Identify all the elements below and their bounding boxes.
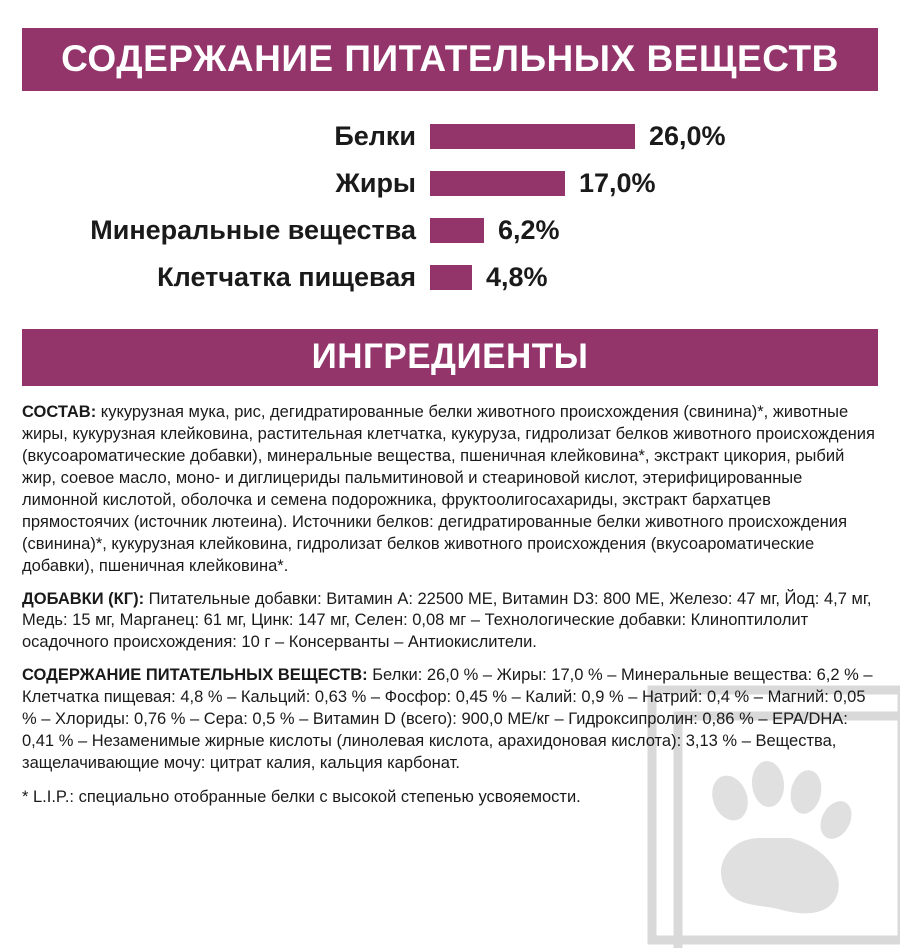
chart-label-fiber: Клетчатка пищевая <box>157 262 416 292</box>
chart-bar-fiber <box>430 265 472 290</box>
chart-bar-protein <box>430 124 635 149</box>
additives-text: Питательные добавки: Витамин А: 22500 МЕ, Витамин D3: 800 МЕ, Железо: 47 мг, Йод: 4,7 мг, Медь: 15 мг, Марганец: 61 мг, Цинк: 147 мг, Селен: 0,08 мг – Технологические добавки: Клиноптилолит осадочного происхождения: 10 г – Консерванты – Антиокислители. <box>22 589 872 652</box>
ingredients-banner: ИНГРЕДИЕНТЫ <box>22 329 878 386</box>
chart-bar-wrap <box>430 262 548 293</box>
chart-bar-wrap <box>430 215 560 246</box>
chart-label-minerals: Минеральные вещества <box>90 215 416 245</box>
nutrient-content-label: СОДЕРЖАНИЕ ПИТАТЕЛЬНЫХ ВЕЩЕСТВ: <box>22 666 368 685</box>
chart-value-minerals: 6,2% <box>498 215 560 245</box>
chart-bar-minerals <box>430 218 484 243</box>
ingredients-content <box>0 386 900 809</box>
chart-value-protein: 26,0% <box>649 121 726 151</box>
chart-row <box>22 254 878 301</box>
spacer <box>0 301 900 329</box>
chart-row <box>22 160 878 207</box>
nutrient-content-text: Белки: 26,0 % – Жиры: 17,0 % – Минеральные вещества: 6,2 % – Клетчатка пищевая: 4,8 % – Кальций: 0,63 % – Фосфор: 0,45 % – Калий: 0,9 % – Натрий: 0,4 % – Магний: 0,05 % – Хлориды: 0,76 % – Сера: 0,5 % – Витамин D (всего): 900,0 МЕ/кг – Гидроксипролин: 0,86 % – EPA/DHA: 0,41 % – Незаменимые жирные кислоты (линолевая кислота, арахидоновая кислота): 3,13 % – Вещества, защелачивающие мочу: цитрат калия, кальция карбонат. <box>22 666 873 773</box>
chart-label-fat: Жиры <box>335 168 416 198</box>
nutrient-content-paragraph <box>22 665 878 775</box>
lip-footnote: * L.I.P.: специально отобранные белки с высокой степенью усвояемости. <box>22 788 581 806</box>
composition-label: СОСТАВ: <box>22 403 97 421</box>
chart-row <box>22 207 878 254</box>
nutrient-bar-chart <box>0 113 900 301</box>
chart-label-protein: Белки <box>334 121 416 151</box>
nutrition-label-page <box>0 28 900 928</box>
chart-value-fiber: 4,8% <box>486 262 548 292</box>
composition-text: кукурузная мука, рис, дегидратированные белки животного происхождения (свинина)*, животные жиры, кукурузная клейковина, растительная клетчатка, кукуруза, гидролизат белков животного происхождения (вкусоароматические добавки), минеральные вещества, пшеничная клейковина*, экстракт цикория, рыбий жир, соевое масло, моно- и диглицериды пальмитиновой и стеариновой кислот, этерифицированные лимонной кислотой, оболочка и семена подорожника, фруктоолигосахариды, экстракт бархатцев прямостоячих (источник лютеина). Источники белков: дегидратированные белки животного происхождения (свинина)*, кукурузная клейковина, гидролизат белков животного происхождения (вкусоароматические добавки), пшеничная клейковина*. <box>22 403 875 575</box>
chart-bar-wrap <box>430 121 726 152</box>
chart-value-fat: 17,0% <box>579 168 656 198</box>
composition-paragraph <box>22 402 878 578</box>
chart-bar-wrap <box>430 168 656 199</box>
additives-paragraph <box>22 589 878 655</box>
nutrition-banner: СОДЕРЖАНИЕ ПИТАТЕЛЬНЫХ ВЕЩЕСТВ <box>22 28 878 91</box>
chart-row <box>22 113 878 160</box>
chart-bar-fat <box>430 171 565 196</box>
additives-label: ДОБАВКИ (КГ): <box>22 589 145 608</box>
